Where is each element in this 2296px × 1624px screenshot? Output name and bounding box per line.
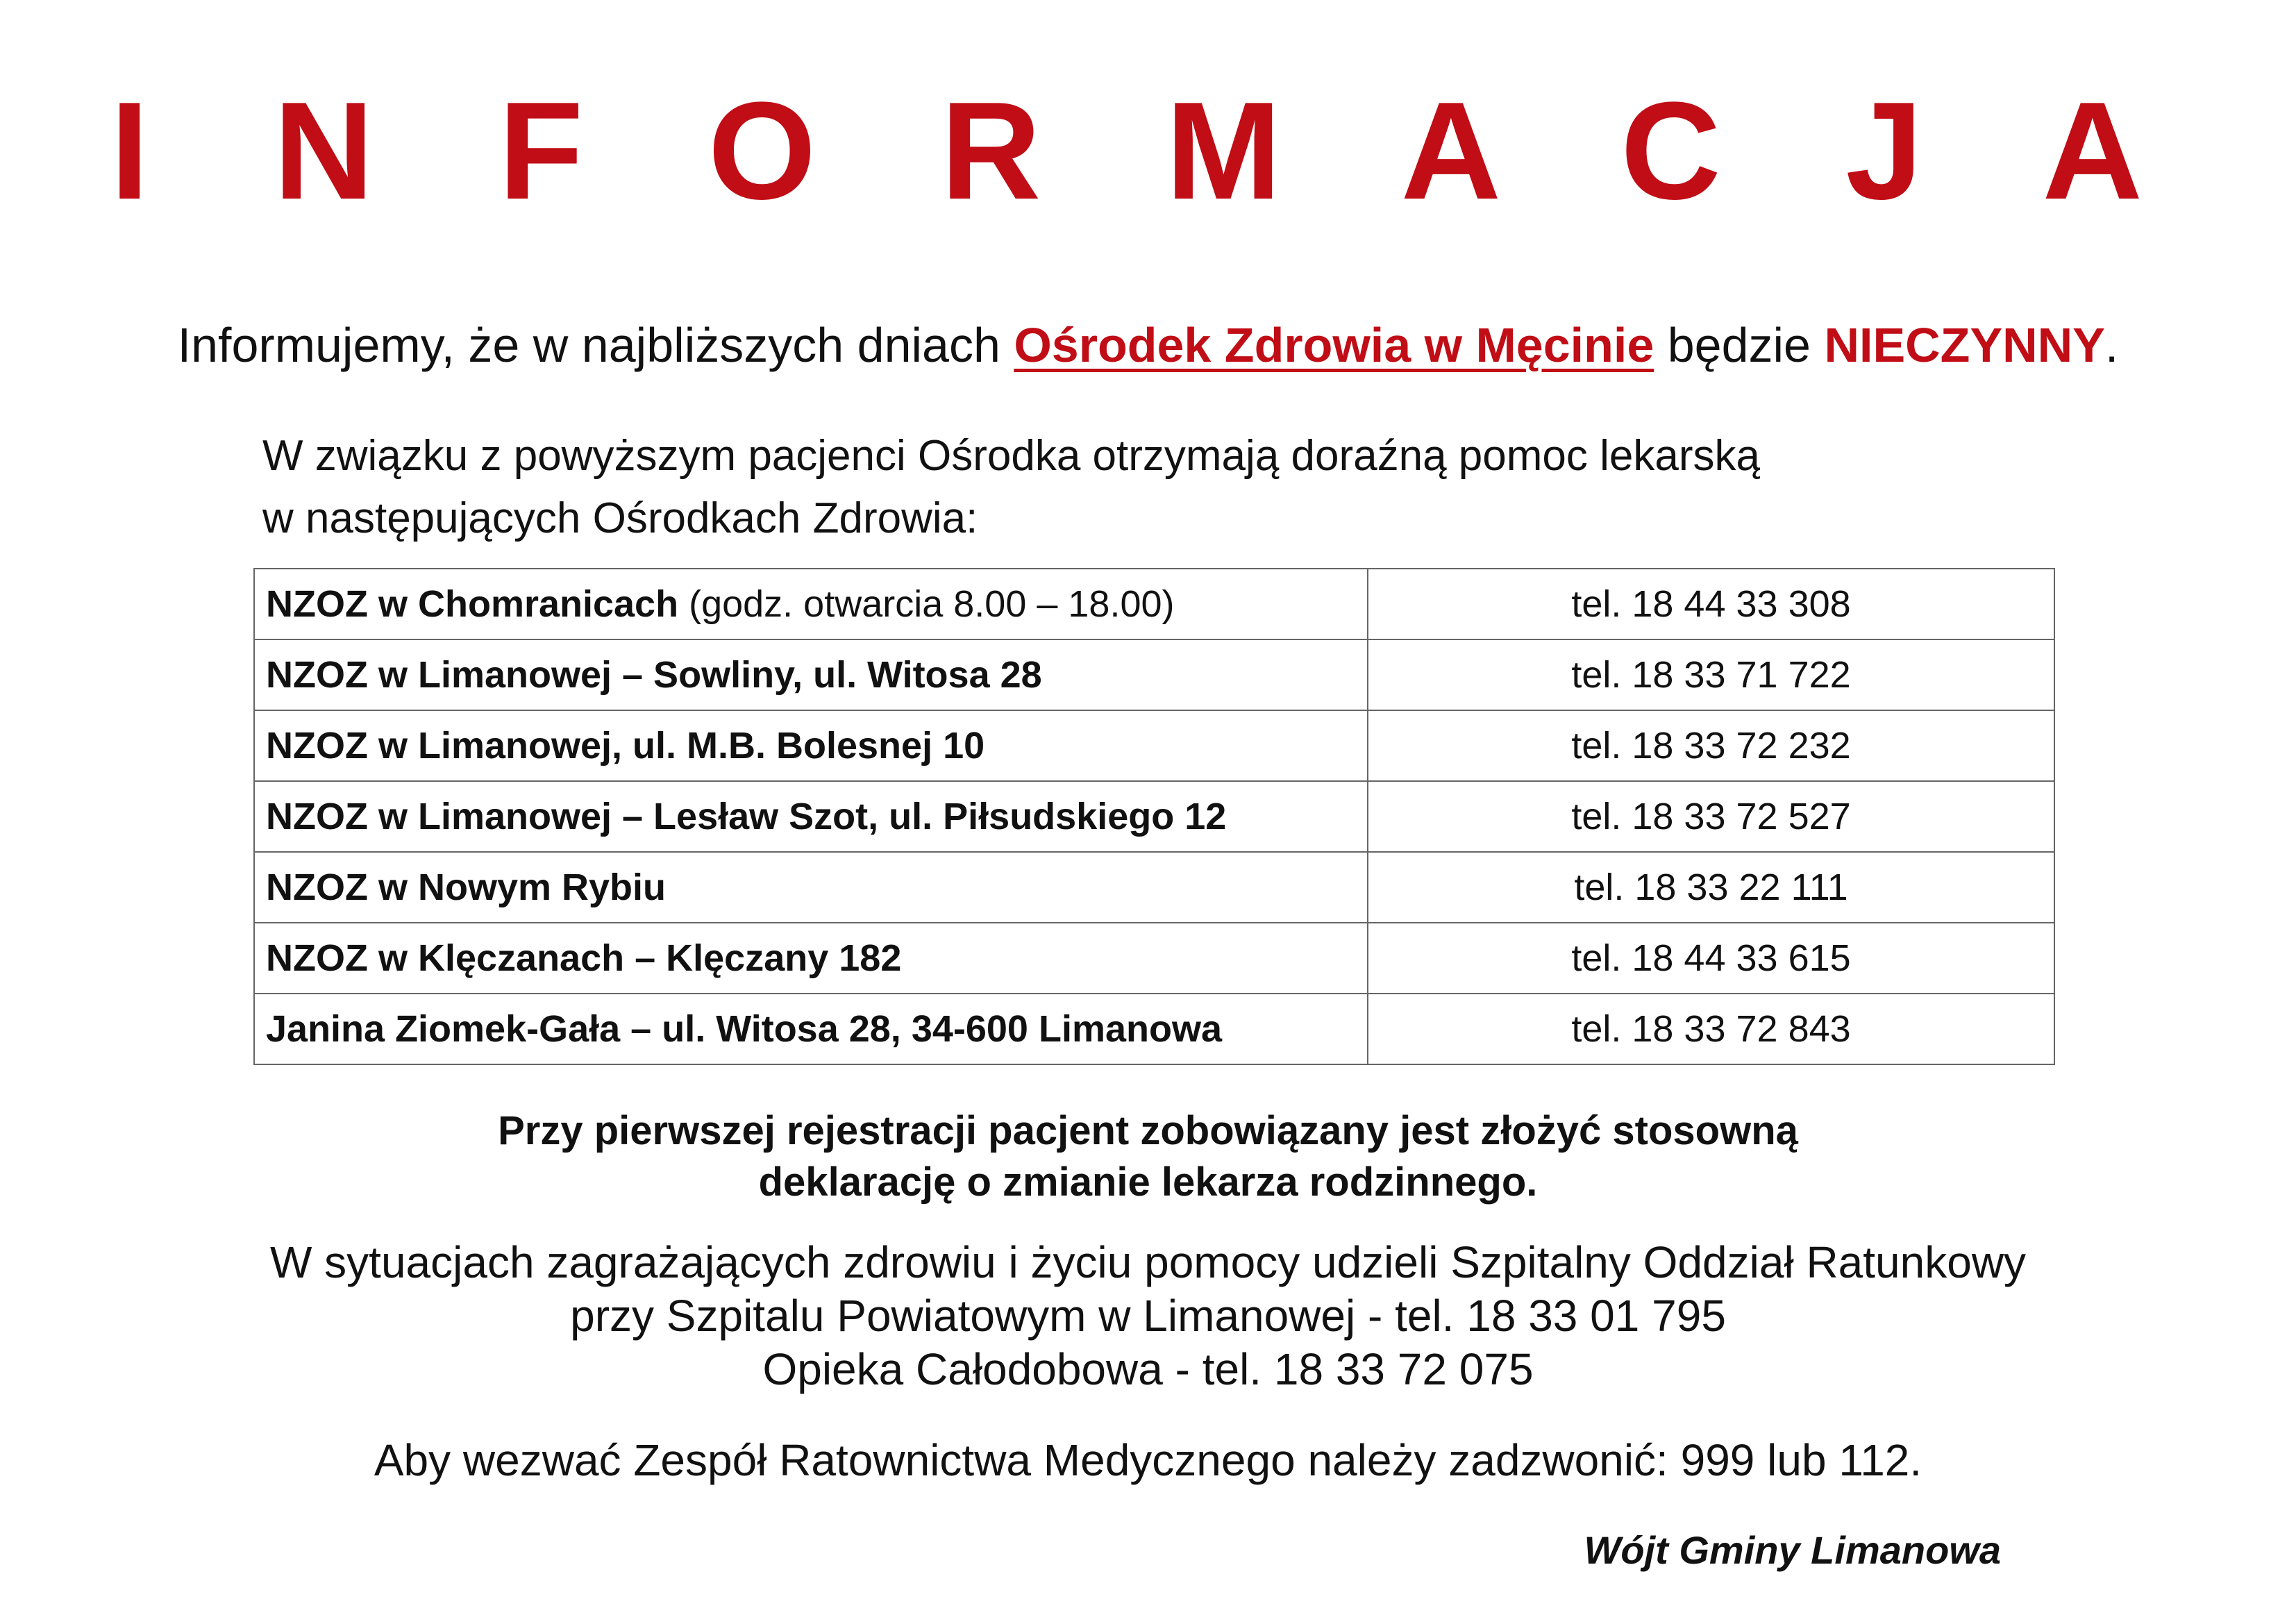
clinic-name-cell — [254, 569, 1368, 639]
emergency-line: W sytuacjach zagrażających zdrowiu i życiu pomocy udzieli Szpitalny Oddział Ratunkowy — [269, 1237, 2027, 1287]
notice-line: Przy pierwszej rejestracji pacjent zobowiązany jest złożyć stosowną — [498, 1108, 1798, 1153]
clinic-name: Janina Ziomek-Gała – ul. Witosa 28, 34-600 Limanowa — [266, 1008, 1222, 1050]
clinic-phone: tel. 18 33 72 232 — [1368, 710, 2054, 781]
clinic-phone: tel. 18 33 71 722 — [1368, 639, 2054, 710]
table-row — [254, 852, 2054, 923]
clinic-name-cell — [254, 639, 1368, 710]
clinic-hours-note: (godz. otwarcia 8.00 – 18.00) — [678, 583, 1175, 625]
table-row — [254, 639, 2054, 710]
clinic-name-cell — [254, 852, 1368, 923]
paragraph-line: w następujących Ośrodkach Zdrowia: — [262, 494, 978, 542]
emergency-info — [0, 1236, 2296, 1396]
notice-line: deklarację o zmianie lekarza rodzinnego. — [758, 1160, 1538, 1205]
closed-clinic-name: Ośrodek Zdrowia w Męcinie — [1014, 318, 1654, 372]
clinic-phone: tel. 18 44 33 615 — [1368, 923, 2054, 994]
clinic-name: NZOZ w Limanowej – Lesław Szot, ul. Piłsudskiego 12 — [266, 796, 1227, 837]
table-row — [254, 923, 2054, 994]
clinic-name: NZOZ w Limanowej, ul. M.B. Bolesnej 10 — [266, 725, 985, 767]
clinic-name: NZOZ w Limanowej – Sowliny, ul. Witosa 28 — [266, 654, 1042, 696]
clinic-name-cell — [254, 923, 1368, 994]
table-row — [254, 569, 2054, 639]
signature: Wójt Gminy Limanowa — [1584, 1528, 2001, 1572]
clinic-name: NZOZ w Nowym Rybiu — [266, 867, 667, 908]
alternative-clinics-intro — [262, 425, 2068, 550]
clinic-phone: tel. 18 44 33 308 — [1368, 569, 2054, 639]
clinic-phone: tel. 18 33 22 111 — [1368, 852, 2054, 923]
paragraph-line: W związku z powyższym pacjenci Ośrodka otrzymają doraźną pomoc lekarską — [262, 432, 1760, 480]
clinic-phone: tel. 18 33 72 527 — [1368, 781, 2054, 852]
clinic-name: NZOZ w Klęczanach – Klęczany 182 — [266, 937, 902, 979]
ambulance-info: Aby wezwać Zespół Ratownictwa Medycznego należy zadzwonić: 999 lub 112. — [374, 1435, 1922, 1485]
clinic-name-cell — [254, 781, 1368, 852]
closed-status: NIECZYNNY — [1824, 318, 2105, 372]
intro-sentence — [0, 316, 2296, 374]
clinic-name-cell — [254, 710, 1368, 781]
table-row — [254, 781, 2054, 852]
emergency-phone-line: przy Szpitalu Powiatowym w Limanowej - tel. 18 33 01 795 — [570, 1291, 1726, 1341]
clinics-table — [253, 568, 2055, 1065]
clinic-name-cell — [254, 994, 1368, 1064]
clinic-phone: tel. 18 33 72 843 — [1368, 994, 2054, 1064]
registration-notice — [0, 1105, 2296, 1208]
intro-text-after: . — [2104, 318, 2119, 372]
page-title: I N F O R M A C J A — [110, 74, 2186, 228]
intro-text-middle: będzie — [1654, 318, 1825, 372]
intro-text-before: Informujemy, że w najbliższych dniach — [177, 318, 1014, 372]
round-the-clock-care-line: Opieka Całodobowa - tel. 18 33 72 075 — [762, 1344, 1534, 1394]
clinic-name: NZOZ w Chomranicach — [266, 583, 679, 625]
table-row — [254, 710, 2054, 781]
table-row — [254, 994, 2054, 1064]
